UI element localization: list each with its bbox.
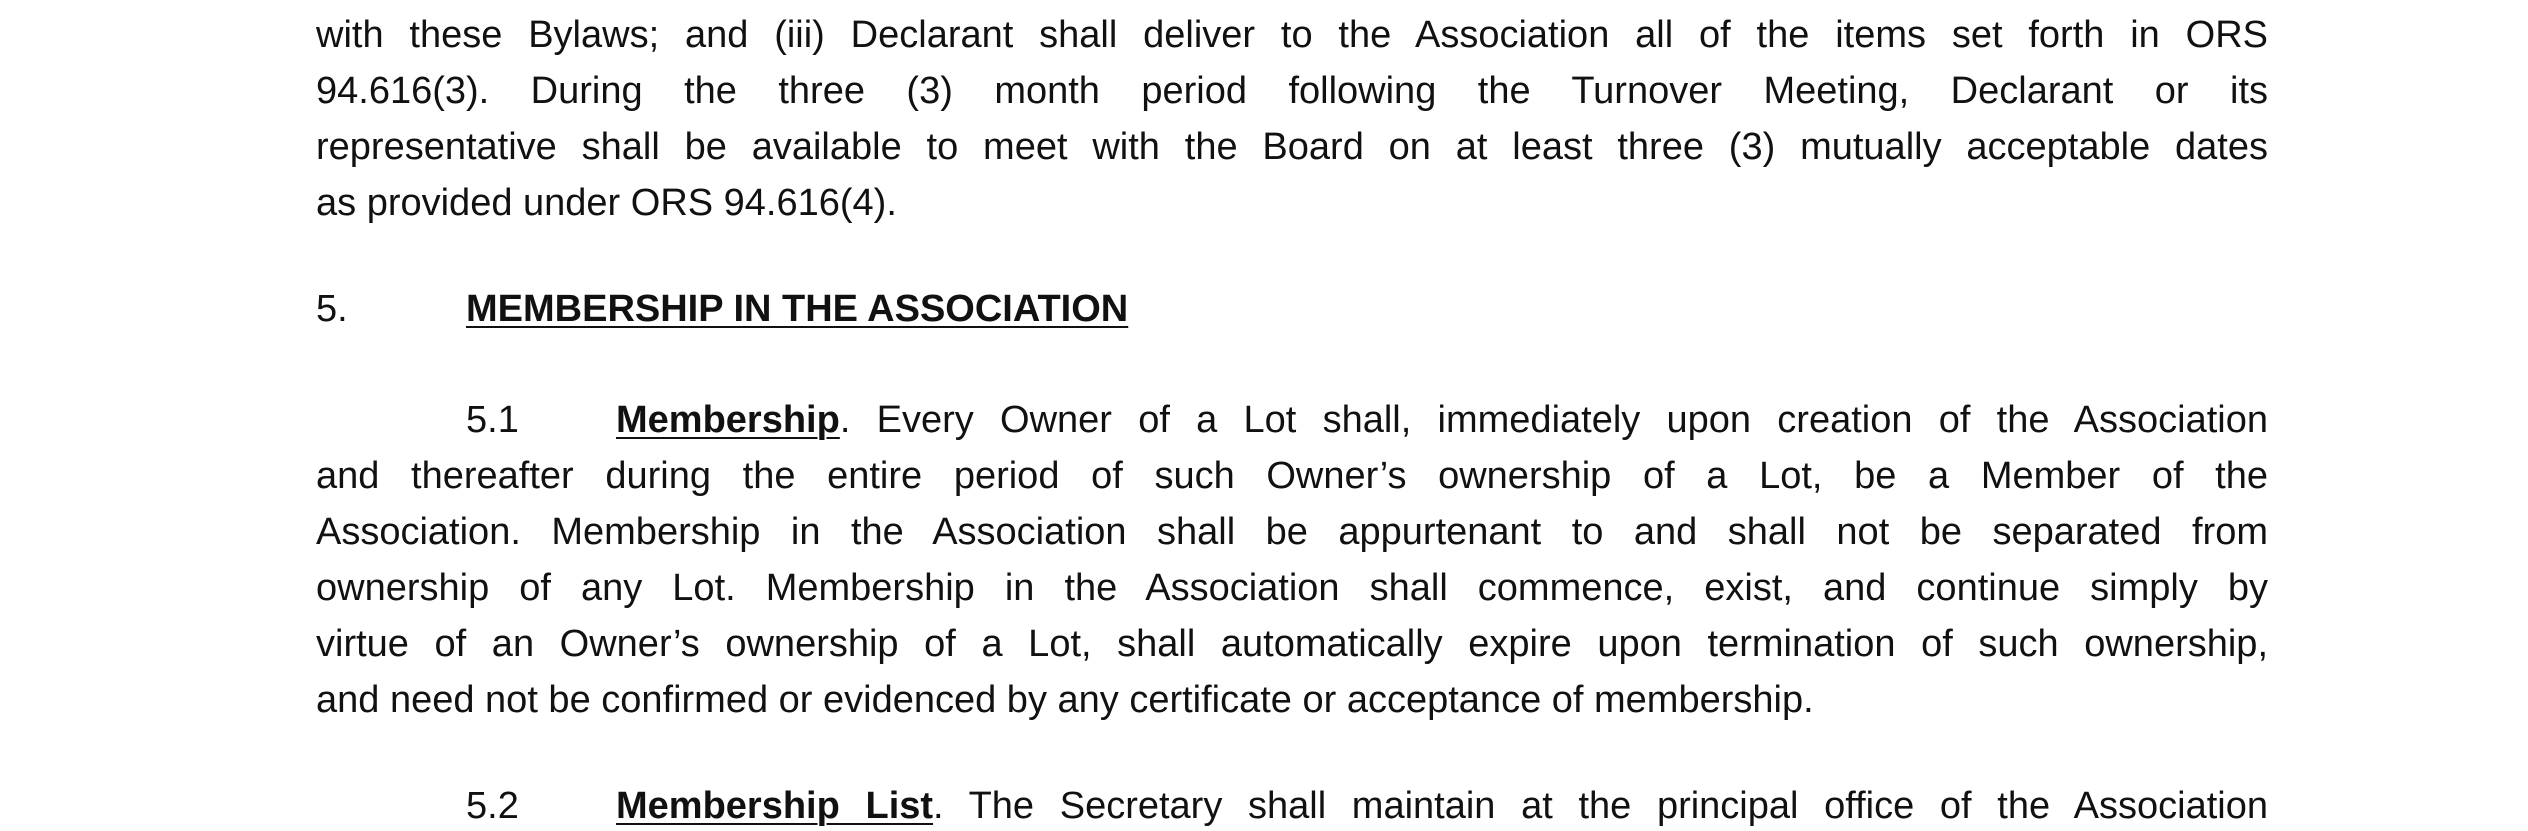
subsection-number: 5.1 <box>466 399 519 441</box>
text-line: ownership of any Lot. Membership in the Association shall commence, exist, and continue simply by <box>316 567 2268 609</box>
text-run: . The Secretary shall maintain at the principal office of the Association <box>933 785 2268 827</box>
text-line: and need not be confirmed or evidenced by any certificate or acceptance of membership. <box>316 679 1814 721</box>
text-line: 94.616(3). During the three (3) month period following the Turnover Meeting, Declarant or its <box>316 70 2268 112</box>
subsection-first-line <box>466 395 2268 445</box>
text-line: Association. Membership in the Association shall be appurtenant to and shall not be separated from <box>316 511 2268 553</box>
text-line: virtue of an Owner’s ownership of a Lot, shall automatically expire upon termination of such ownership, <box>316 623 2268 665</box>
subsection-title: Membership <box>616 399 840 441</box>
subsection-number: 5.2 <box>466 785 519 827</box>
text-run: . Every Owner of a Lot shall, immediately upon creation of the Association <box>839 399 2268 441</box>
subsection-first-line <box>466 781 2268 831</box>
text-line: representative shall be available to meet with the Board on at least three (3) mutually acceptable dates <box>316 126 2268 168</box>
text-line: and thereafter during the entire period of such Owner’s ownership of a Lot, be a Member of the <box>316 455 2268 497</box>
section-heading <box>316 284 2268 334</box>
section-number: 5. <box>316 288 348 330</box>
text-line: with these Bylaws; and (iii) Declarant shall deliver to the Association all of the items set forth in ORS <box>316 14 2268 56</box>
subsection-title: Membership List <box>616 785 934 827</box>
section-title: MEMBERSHIP IN THE ASSOCIATION <box>466 288 1129 330</box>
text-line: as provided under ORS 94.616(4). <box>316 182 897 224</box>
document-page <box>316 0 2268 826</box>
